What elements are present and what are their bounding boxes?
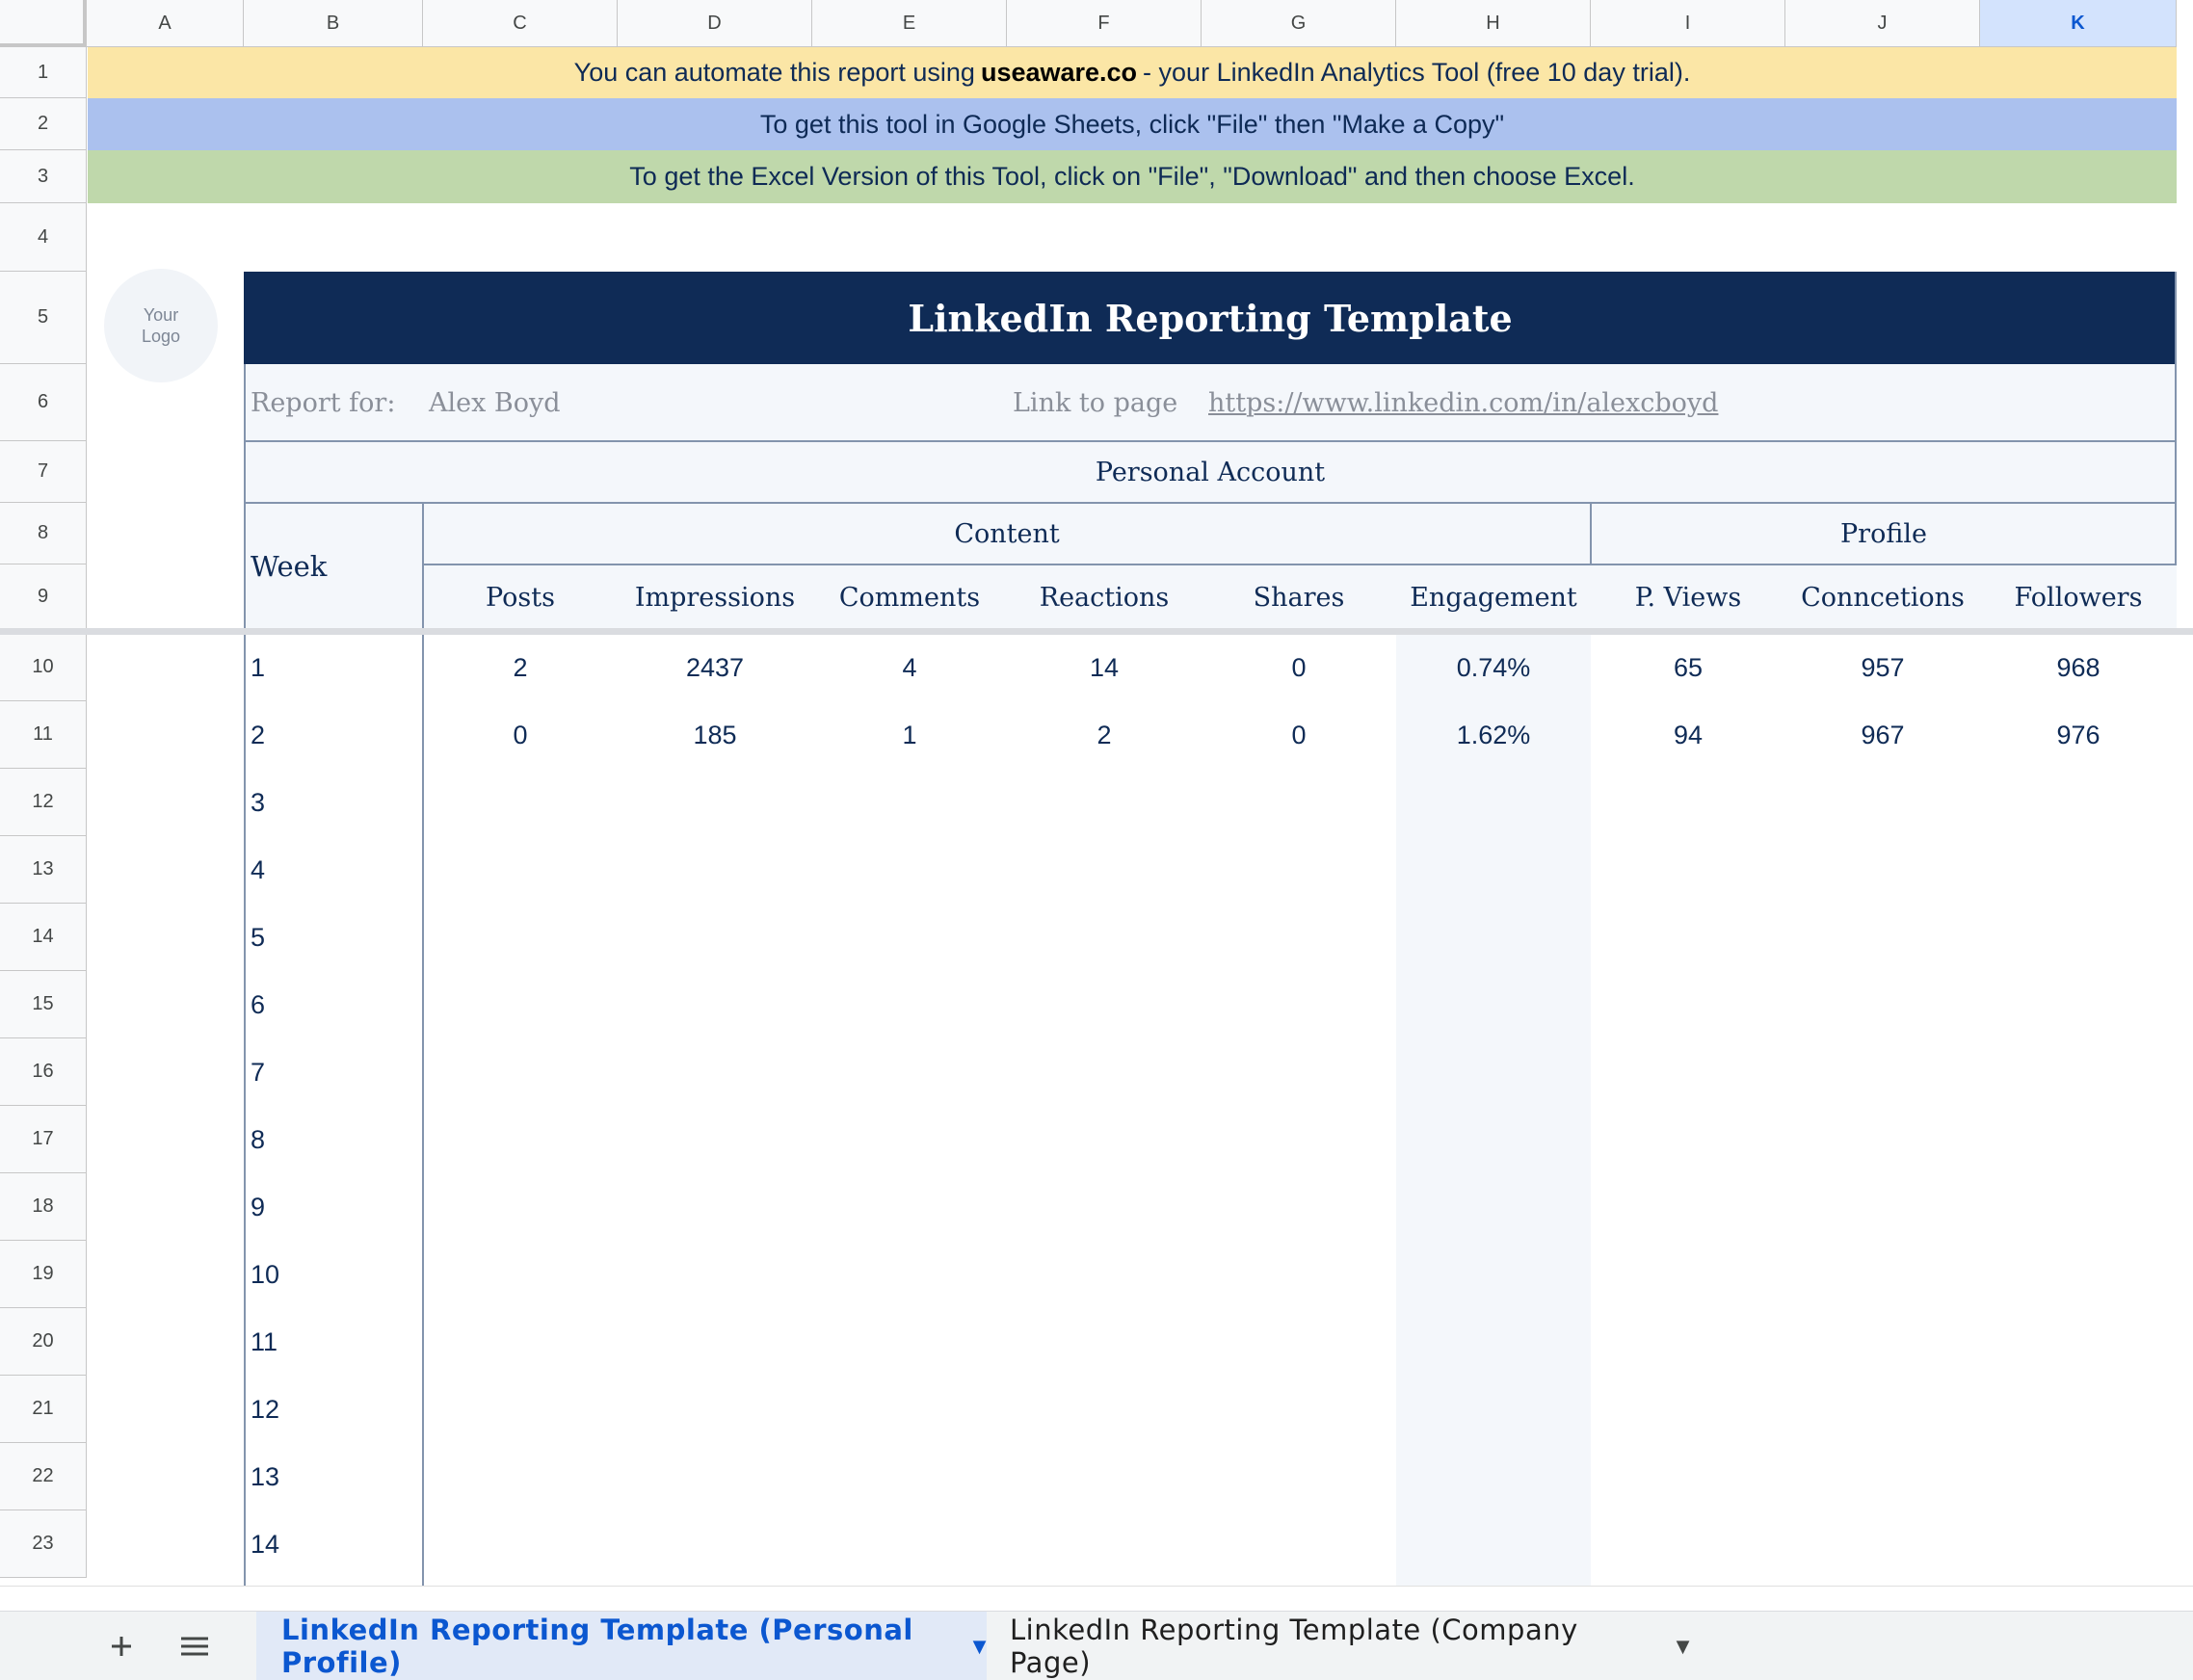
engagement-header: Engagement (1410, 582, 1577, 613)
tab-personal-profile-label: LinkedIn Reporting Template (Personal Profile) (281, 1614, 913, 1679)
comments-cell[interactable]: 1 (902, 720, 917, 749)
shares-header: Shares (1253, 582, 1345, 613)
row-header-3[interactable]: 3 (0, 150, 87, 203)
divider-row7 (244, 502, 2177, 504)
automation-banner (88, 47, 2177, 98)
week-cell[interactable]: 9 (251, 1192, 266, 1221)
week-header: Week (251, 550, 328, 583)
posts-cell[interactable]: 2 (513, 652, 528, 682)
column-header-e[interactable]: E (812, 0, 1007, 47)
report-for-label: Report for: (251, 387, 396, 418)
posts-header: Posts (486, 582, 555, 613)
connections-cell[interactable]: 967 (1861, 720, 1905, 749)
row-header-23[interactable]: 23 (0, 1510, 87, 1578)
row-header-16[interactable]: 16 (0, 1038, 87, 1106)
row-header-6[interactable]: 6 (0, 364, 87, 441)
row-header-22[interactable]: 22 (0, 1443, 87, 1510)
impressions-cell[interactable]: 2437 (685, 652, 745, 682)
row-header-20[interactable]: 20 (0, 1308, 87, 1376)
impressions-cell[interactable]: 185 (693, 720, 737, 749)
row-header-17[interactable]: 17 (0, 1106, 87, 1173)
row-header-14[interactable]: 14 (0, 904, 87, 971)
connections-header: Conncetions (1801, 582, 1965, 613)
report-title: LinkedIn Reporting Template (244, 272, 2177, 364)
column-header-i[interactable]: I (1591, 0, 1785, 47)
all-sheets-button[interactable] (173, 1625, 216, 1667)
week-cell[interactable]: 4 (251, 854, 266, 884)
tab-company-page[interactable] (987, 1612, 1690, 1680)
week-cell[interactable]: 14 (251, 1529, 280, 1559)
banner-text-post: - your LinkedIn Analytics Tool (free 10 day trial). (1143, 58, 1691, 87)
logo-placeholder (104, 269, 218, 382)
chevron-down-icon[interactable]: ▼ (1676, 1636, 1690, 1657)
week-cell[interactable]: 5 (251, 922, 266, 952)
column-header-c[interactable]: C (423, 0, 618, 47)
week-cell[interactable]: 11 (251, 1326, 278, 1356)
connections-cell[interactable]: 957 (1861, 652, 1905, 682)
divider-row8 (423, 564, 2177, 565)
followers-header: Followers (2014, 582, 2143, 613)
useaware-link[interactable]: useaware.co (980, 58, 1138, 87)
row-header-19[interactable]: 19 (0, 1241, 87, 1308)
reactions-cell[interactable]: 14 (1089, 652, 1120, 682)
sheet-tab-bar (0, 1611, 2193, 1680)
add-sheet-button[interactable] (100, 1625, 143, 1667)
week-cell[interactable]: 7 (251, 1057, 266, 1087)
profile-views-header: P. Views (1634, 582, 1742, 613)
week-cell[interactable]: 12 (251, 1394, 280, 1424)
excel-banner: To get the Excel Version of this Tool, click on "File", "Download" and then choose Excel. (88, 150, 2177, 203)
chevron-down-icon[interactable]: ▼ (972, 1636, 987, 1657)
profile-group-header: Profile (1840, 518, 1927, 549)
table-border-right (2175, 272, 2177, 564)
row-header-10[interactable]: 10 (0, 634, 87, 701)
account-type-label: Personal Account (1095, 457, 1326, 487)
column-header-g[interactable]: G (1202, 0, 1396, 47)
column-header-d[interactable]: D (618, 0, 812, 47)
google-sheets-banner: To get this tool in Google Sheets, click "File" then "Make a Copy" (88, 98, 2177, 150)
column-header-h[interactable]: H (1396, 0, 1591, 47)
comments-header: Comments (838, 582, 981, 613)
week-cell[interactable]: 2 (251, 720, 266, 749)
posts-cell[interactable]: 0 (513, 720, 528, 749)
reactions-cell[interactable]: 2 (1096, 720, 1112, 749)
row-header-15[interactable]: 15 (0, 971, 87, 1038)
column-header-j[interactable]: J (1785, 0, 1980, 47)
linkedin-profile-link[interactable]: https://www.linkedin.com/in/alexcboyd (1208, 387, 1719, 418)
row-header-11[interactable]: 11 (0, 701, 87, 769)
shares-cell[interactable]: 0 (1291, 720, 1307, 749)
reactions-header: Reactions (1039, 582, 1170, 613)
week-cell[interactable]: 10 (251, 1259, 280, 1289)
week-cell[interactable]: 13 (251, 1461, 280, 1491)
divider-row6 (244, 440, 2177, 442)
row-header-9[interactable]: 9 (0, 564, 87, 630)
row-header-8[interactable]: 8 (0, 503, 87, 564)
row-header-21[interactable]: 21 (0, 1376, 87, 1443)
impressions-header: Impressions (634, 582, 796, 613)
week-cell[interactable]: 8 (251, 1124, 266, 1154)
table-border-left (244, 364, 246, 1586)
row-header-2[interactable]: 2 (0, 98, 87, 150)
plus-icon (109, 1634, 134, 1659)
row-header-13[interactable]: 13 (0, 836, 87, 904)
column-header-k[interactable]: K (1980, 0, 2177, 47)
followers-cell[interactable]: 968 (2056, 652, 2101, 682)
logo-text: Your Logo (141, 305, 181, 346)
banner-text-pre: You can automate this report using (573, 58, 975, 87)
profile-views-cell[interactable]: 65 (1673, 652, 1704, 682)
tab-company-page-label: LinkedIn Reporting Template (Company Page) (1010, 1614, 1578, 1679)
select-all-corner[interactable] (0, 0, 87, 47)
week-cell[interactable]: 3 (251, 787, 266, 817)
comments-cell[interactable]: 4 (902, 652, 917, 682)
column-header-b[interactable]: B (244, 0, 423, 47)
divider-content-profile (1590, 503, 1592, 564)
week-cell[interactable]: 1 (251, 652, 266, 682)
tab-personal-profile[interactable] (256, 1612, 987, 1680)
followers-cell[interactable]: 976 (2056, 720, 2101, 749)
row-header-7[interactable]: 7 (0, 441, 87, 503)
shares-cell[interactable]: 0 (1291, 652, 1307, 682)
row-header-18[interactable]: 18 (0, 1173, 87, 1241)
column-header-a[interactable]: A (87, 0, 244, 47)
column-header-f[interactable]: F (1007, 0, 1202, 47)
horizontal-scroll-area[interactable] (0, 1586, 2193, 1611)
week-cell[interactable]: 6 (251, 989, 266, 1019)
row-header-1[interactable]: 1 (0, 47, 87, 98)
link-to-page-label: Link to page (1013, 387, 1178, 418)
engagement-column-shading (1396, 635, 1591, 1586)
row-header-12[interactable]: 12 (0, 769, 87, 836)
report-for-value[interactable]: Alex Boyd (429, 387, 561, 418)
engagement-cell[interactable]: 0.74% (1456, 652, 1531, 682)
profile-views-cell[interactable]: 94 (1673, 720, 1704, 749)
engagement-cell[interactable]: 1.62% (1456, 720, 1531, 749)
row-header-5[interactable]: 5 (0, 272, 87, 364)
menu-icon (180, 1635, 209, 1658)
content-group-header: Content (954, 518, 1060, 549)
row-header-4[interactable]: 4 (0, 203, 87, 272)
